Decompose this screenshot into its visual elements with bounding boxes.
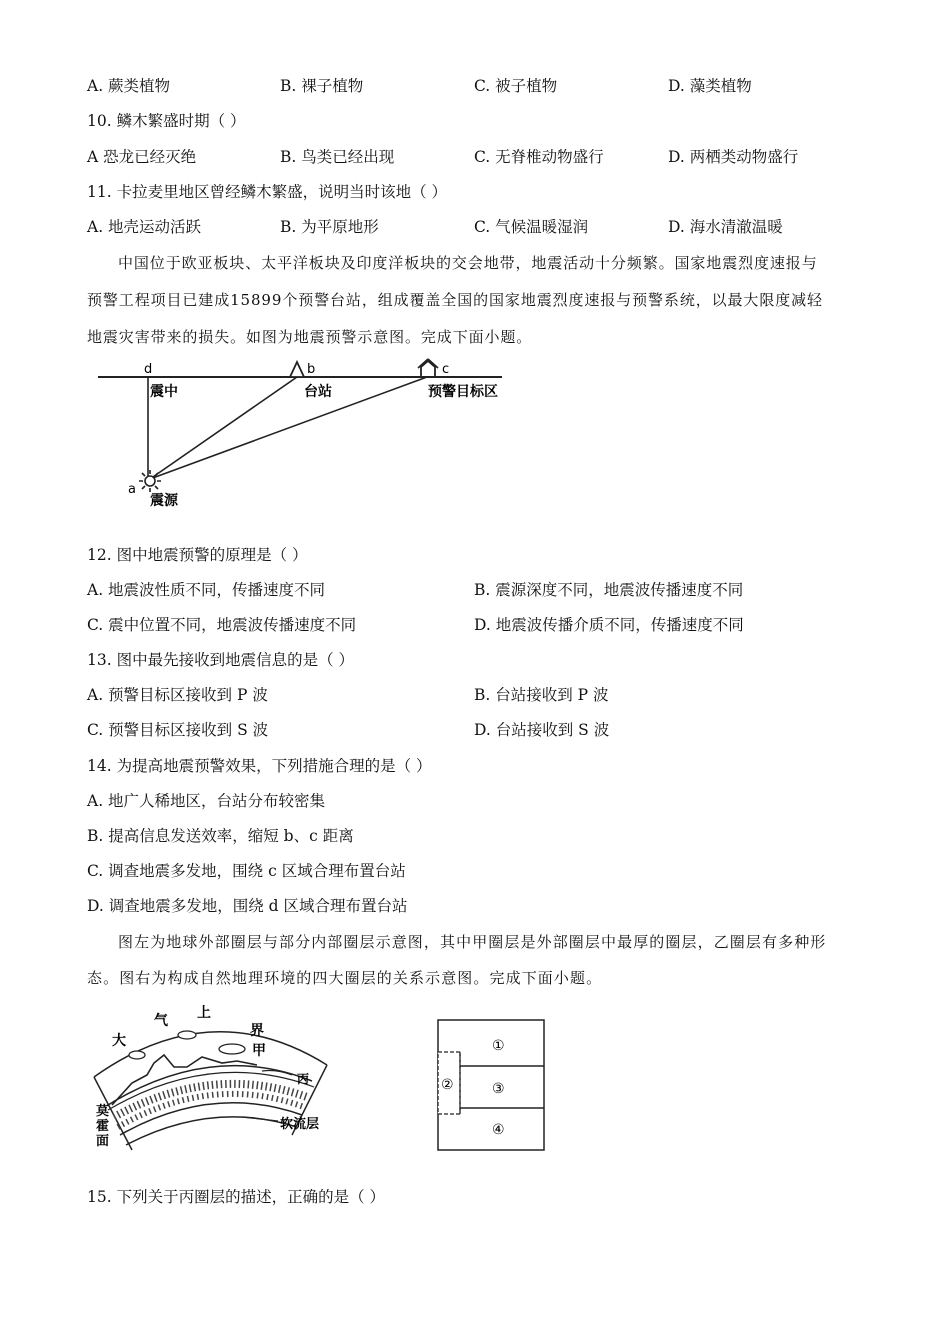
label-a: a — [128, 482, 136, 497]
passage2-line2: 态。图右为构成自然地理环境的四大圈层的关系示意图。完成下面小题。 — [87, 969, 603, 987]
q11-option-b: B. 为平原地形 — [280, 218, 379, 236]
q14-option-d: D. 调查地震多发地，围绕 d 区域合理布置台站 — [87, 897, 408, 915]
q15-stem: 15. 下列关于丙圈层的描述，正确的是（ ） — [87, 1188, 386, 1206]
q11-option-a: A. 地壳运动活跃 — [87, 218, 202, 236]
q14-stem: 14. 为提高地震预警效果，下列措施合理的是（ ） — [87, 757, 432, 775]
q13-stem: 13. 图中最先接收到地震信息的是（ ） — [87, 651, 355, 669]
q13-option-c: C. 预警目标区接收到 S 波 — [87, 721, 269, 739]
label-qi: 气 — [154, 1013, 168, 1029]
label-b: b — [307, 362, 316, 377]
label-moho-2: 霍 — [96, 1119, 110, 1134]
passage2-line1: 图左为地球外部圈层与部分内部圈层示意图，其中甲圈层是外部圈层中最厚的圈层，乙圈层有多种形 — [118, 933, 827, 951]
passage1-line3: 地震灾害带来的损失。如图为地震预警示意图。完成下面小题。 — [87, 328, 533, 346]
label-moho-3: 面 — [96, 1134, 110, 1149]
q11-option-d: D. 海水清澈温暖 — [668, 218, 783, 236]
q12-option-c: C. 震中位置不同，地震波传播速度不同 — [87, 616, 357, 634]
q10-option-c: C. 无脊椎动物盛行 — [474, 148, 604, 166]
q9-option-b: B. 裸子植物 — [280, 77, 364, 95]
q12-stem: 12. 图中地震预警的原理是（ ） — [87, 546, 308, 564]
label-d: d — [144, 362, 153, 377]
circle-1-label: ① — [492, 1038, 505, 1054]
label-bing: 丙 — [297, 1072, 310, 1086]
label-focus: 震源 — [150, 493, 178, 509]
q9-option-d: D. 藻类植物 — [668, 77, 752, 95]
passage1-line1: 中国位于欧亚板块、太平洋板块及印度洋板块的交会地带，地震活动十分频繁。国家地震烈度速报与 — [118, 254, 818, 272]
label-asthenosphere: 软流层 — [280, 1117, 320, 1132]
q14-option-a: A. 地广人稀地区，台站分布较密集 — [87, 792, 326, 810]
q13-option-b: B. 台站接收到 P 波 — [474, 686, 609, 704]
circle-2-label: ② — [441, 1077, 454, 1093]
label-shang: 上 — [197, 1005, 211, 1021]
q14-option-b: B. 提高信息发送效率，缩短 b、c 距离 — [87, 827, 354, 845]
label-warning-target: 预警目标区 — [428, 384, 498, 400]
label-jie: 界 — [250, 1023, 264, 1039]
label-da: 大 — [112, 1033, 126, 1049]
label-epicenter: 震中 — [150, 384, 178, 400]
circle-3-label: ③ — [492, 1081, 505, 1097]
q10-option-a: A 恐龙已经灭绝 — [87, 148, 197, 166]
q12-option-d: D. 地震波传播介质不同，传播速度不同 — [474, 616, 744, 634]
q12-option-b: B. 震源深度不同，地震波传播速度不同 — [474, 581, 744, 599]
q14-option-c: C. 调查地震多发地，围绕 c 区域合理布置台站 — [87, 862, 406, 880]
q11-stem: 11. 卡拉麦里地区曾经鳞木繁盛，说明当时该地（ ） — [87, 183, 448, 201]
focus-star-icon — [139, 470, 161, 492]
q9-option-a: A. 蕨类植物 — [87, 77, 171, 95]
earth-layers-diagram — [92, 1005, 342, 1155]
label-moho-1: 莫 — [96, 1104, 110, 1119]
circle-4-label: ④ — [492, 1122, 505, 1138]
q9-option-c: C. 被子植物 — [474, 77, 558, 95]
q10-stem: 10. 鳞木繁盛时期（ ） — [87, 112, 246, 130]
label-jia: 甲 — [252, 1043, 266, 1059]
q12-option-a: A. 地震波性质不同，传播速度不同 — [87, 581, 326, 599]
earthquake-warning-diagram — [92, 355, 522, 515]
passage1-line2: 预警工程项目已建成15899个预警台站，组成覆盖全国的国家地震烈度速报与预警系统，以最大限度减轻 — [87, 291, 823, 309]
q10-option-b: B. 鸟类已经出现 — [280, 148, 395, 166]
label-station: 台站 — [304, 384, 332, 400]
q11-option-c: C. 气候温暖湿润 — [474, 218, 589, 236]
q13-option-a: A. 预警目标区接收到 P 波 — [87, 686, 268, 704]
label-c: c — [442, 362, 450, 377]
q10-option-d: D. 两栖类动物盛行 — [668, 148, 799, 166]
spheres-relation-diagram — [432, 1018, 552, 1154]
q13-option-d: D. 台站接收到 S 波 — [474, 721, 610, 739]
